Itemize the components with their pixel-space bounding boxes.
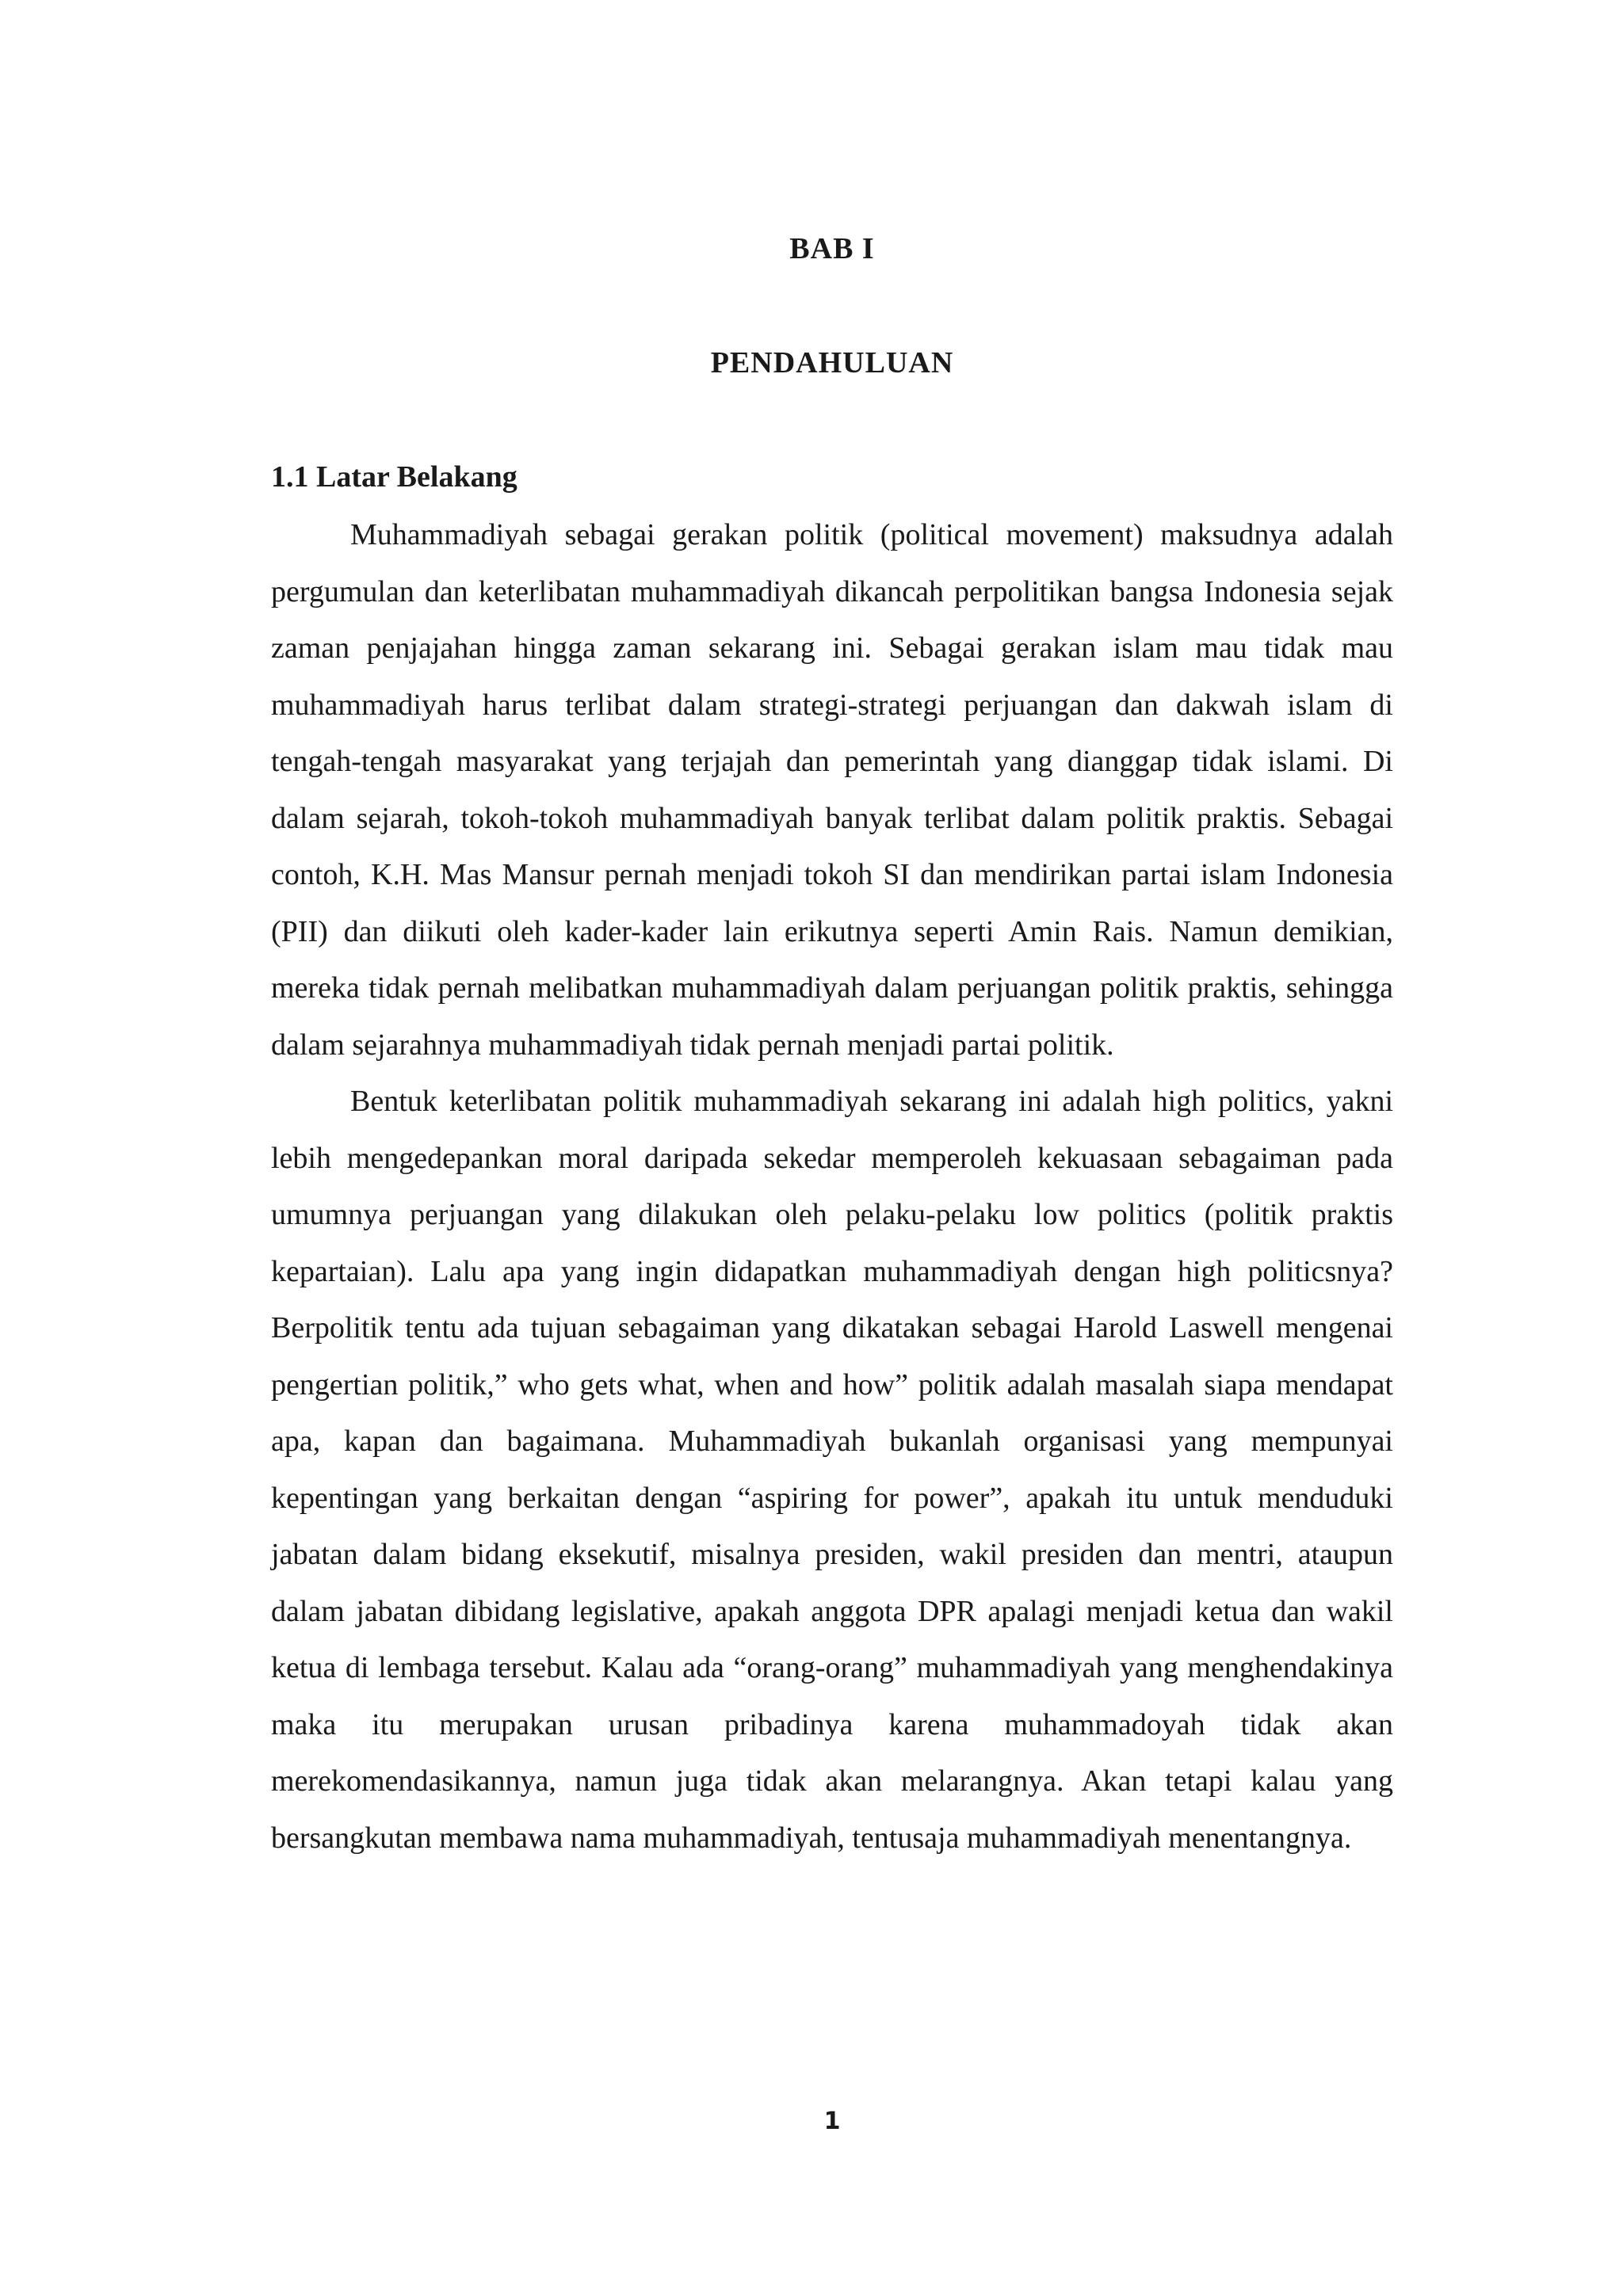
paragraph-1: Muhammadiyah sebagai gerakan politik (political movement) maksudnya adalah pergumulan dan keterlibatan muhammadiyah dikancah perpolitikan bangsa Indonesia sejak zaman penjajahan hingga zaman sekarang ini. Sebagai gerakan islam mau tidak mau muhammadiyah harus terlibat dalam strategi-strategi perjuangan dan dakwah islam di tengah-tengah masyarakat yang terjajah dan pemerintah yang dianggap tidak islami. Di dalam sejarah, tokoh-tokoh muhammadiyah banyak terlibat dalam politik praktis. Sebagai contoh, K.H. Mas Mansur pernah menjadi tokoh SI dan mendirikan partai islam Indonesia (PII) dan diikuti oleh kader-kader lain erikutnya seperti Amin Rais. Namun demikian, mereka tidak pernah melibatkan muhammadiyah dalam perjuangan politik praktis, sehingga dalam sejarahnya muhammadiyah tidak pernah menjadi partai politik. xyxy=(271,518,1393,1062)
paragraph-2: Bentuk keterlibatan politik muhammadiyah sekarang ini adalah high politics, yakni lebih mengedepankan moral daripada sekedar memperoleh kekuasaan sebagaiman pada umumnya perjuangan yang dilakukan oleh pelaku-pelaku low politics (politik praktis kepartaian). Lalu apa yang ingin didapatkan muhammadiyah dengan high politicsnya? Berpolitik tentu ada tujuan sebagaiman yang dikatakan sebagai Harold Laswell mengenai pengertian politik,” who gets what, when and how” politik adalah masalah siapa mendapat apa, kapan dan bagaimana. Muhammadiyah bukanlah organisasi yang mempunyai kepentingan yang berkaitan dengan “aspiring for power”, apakah itu untuk menduduki jabatan dalam bidang eksekutif, misalnya presiden, wakil presiden dan mentri, ataupun dalam jabatan dibidang legislative, apakah anggota DPR apalagi menjadi ketua dan wakil ketua di lembaga tersebut. Kalau ada “orang-orang” muhammadiyah yang menghendakinya maka itu merupakan urusan pribadinya karena muhammadoyah tidak akan merekomendasikannya, namun juga tidak akan melarangnya. Akan tetapi kalau yang bersangkutan membawa nama muhammadiyah, tentusaja muhammadiyah menentangnya. xyxy=(271,1085,1393,1855)
chapter-label: BAB I xyxy=(789,232,875,265)
chapter-title: PENDAHULUAN xyxy=(710,346,954,379)
body-text xyxy=(271,507,1393,1867)
section-heading: 1.1 Latar Belakang xyxy=(271,460,517,494)
page-number: 1 xyxy=(823,2107,841,2135)
